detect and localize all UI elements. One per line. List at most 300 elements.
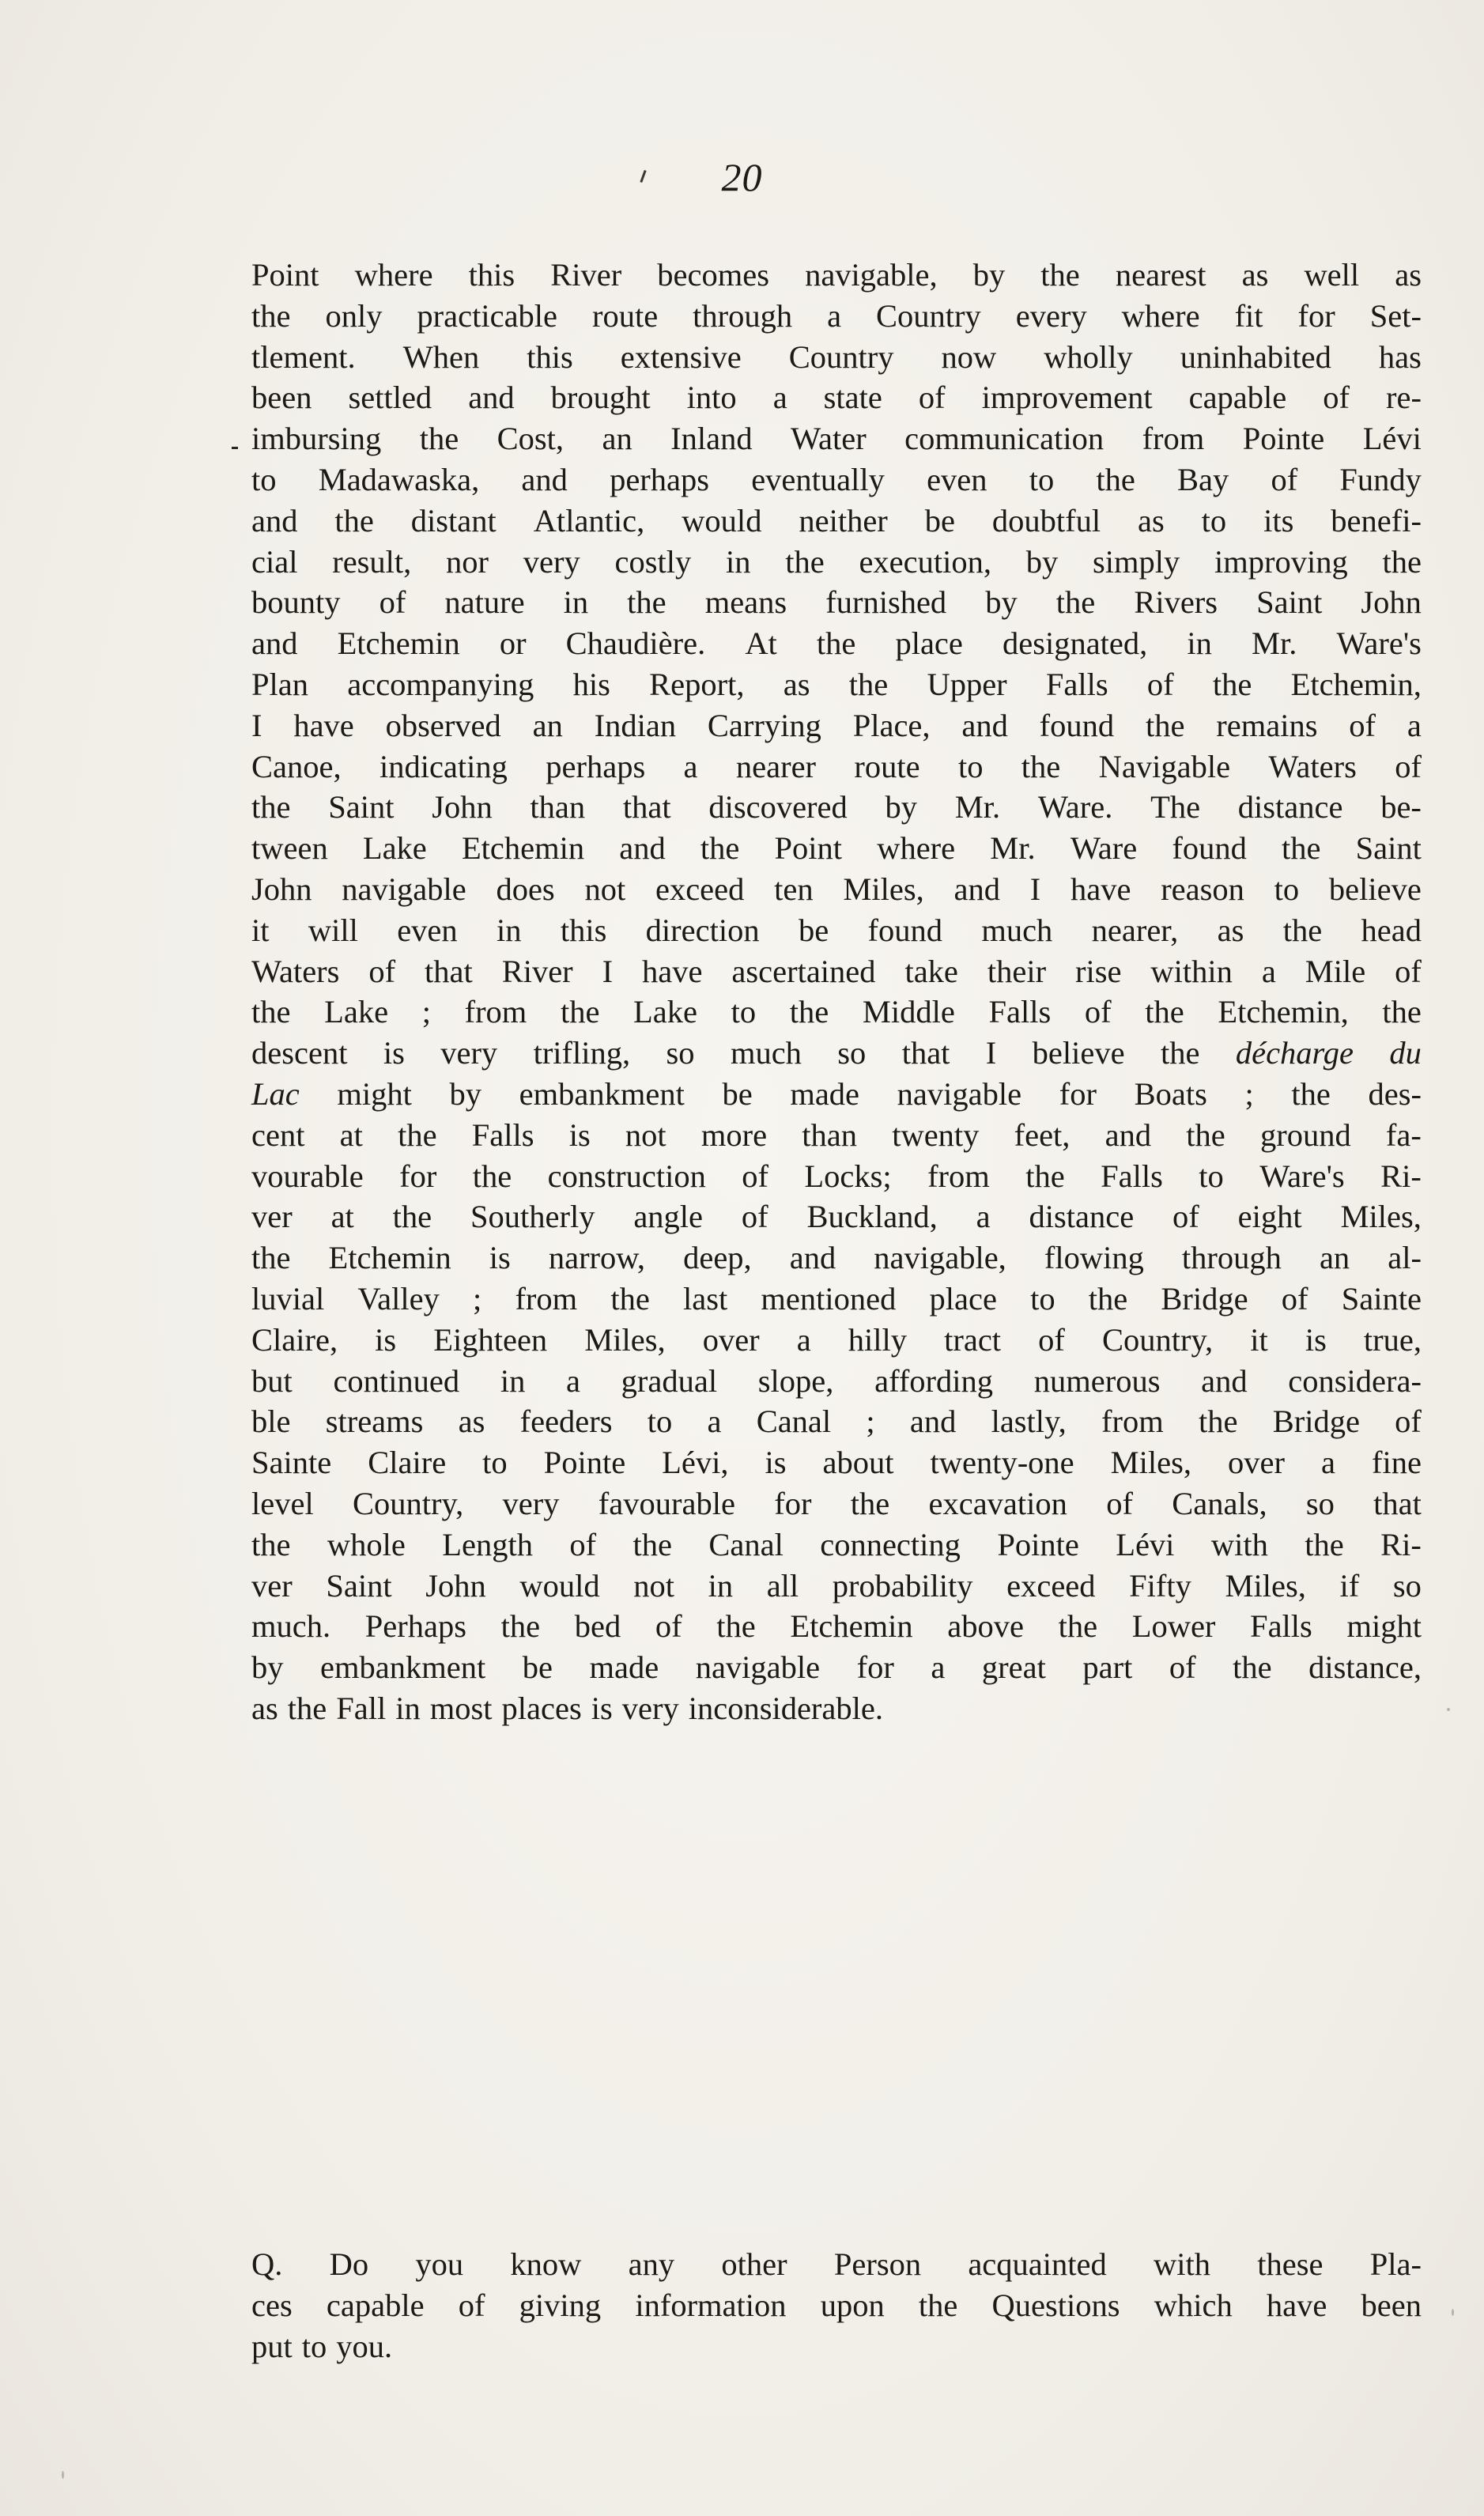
word: the [1291, 1075, 1331, 1112]
word: to [1029, 461, 1055, 497]
word: to [731, 994, 757, 1030]
word: of [368, 953, 396, 989]
text-line [251, 582, 1422, 623]
word: Perhaps [364, 1608, 466, 1645]
word: the [785, 543, 825, 580]
word: navigable [897, 1075, 1022, 1112]
word: Lower [1131, 1608, 1216, 1645]
word: ten [774, 871, 814, 907]
word: the [1055, 584, 1096, 621]
word: of [655, 1608, 682, 1645]
word: over [702, 1321, 760, 1358]
word: whole [327, 1526, 406, 1562]
text-line [251, 337, 1422, 378]
word: where [877, 830, 956, 867]
word: with [1154, 2246, 1211, 2282]
word: du [1389, 1035, 1422, 1071]
word: Pointe [543, 1445, 626, 1481]
word: Fundy [1339, 461, 1422, 497]
word: Mile [1305, 953, 1366, 989]
word: result, [332, 543, 412, 580]
word: nearer, [1091, 912, 1179, 948]
word: the [251, 297, 291, 334]
word: lastly, [991, 1403, 1067, 1440]
word: the [1382, 543, 1422, 580]
word: probability [832, 1567, 973, 1604]
word: ascertained [731, 953, 876, 989]
word: very [502, 1485, 560, 1521]
text-line [251, 1320, 1422, 1361]
word: for [1059, 1075, 1097, 1112]
word: other [721, 2246, 787, 2282]
word: does [496, 871, 555, 907]
word: practicable [417, 297, 558, 334]
text-line [251, 1606, 1422, 1647]
word: Eighteen [433, 1321, 548, 1358]
word: upon [820, 2287, 885, 2323]
word: Canals, [1172, 1485, 1267, 1521]
word: the [1198, 1403, 1238, 1440]
word: of [1146, 666, 1174, 702]
word: a [827, 297, 842, 334]
word: re- [1386, 380, 1422, 416]
word: simply [1092, 543, 1180, 580]
word: as [1138, 502, 1165, 538]
word: costly [614, 543, 692, 580]
word: luvial [251, 1280, 325, 1317]
word: as [1395, 257, 1422, 293]
word: in [563, 584, 589, 621]
word: I [985, 1035, 997, 1071]
word: perhaps [546, 748, 646, 784]
word: continued [333, 1362, 460, 1399]
word: Length [442, 1526, 533, 1562]
text-line [251, 1279, 1422, 1320]
word: the [1088, 1280, 1128, 1317]
word: embankment [320, 1649, 486, 1686]
word: by [449, 1075, 482, 1112]
word: Falls [988, 994, 1052, 1030]
word: John [1361, 584, 1422, 621]
word: of [1038, 1321, 1065, 1358]
word: where [1121, 297, 1200, 334]
text-line [251, 869, 1422, 910]
text-line [251, 255, 1422, 296]
word: gradual [621, 1362, 718, 1399]
word: all [766, 1567, 799, 1604]
word: Etchemin, [1218, 994, 1349, 1030]
word: twenty [892, 1116, 980, 1153]
word: ; [1244, 1075, 1254, 1112]
text-line [251, 992, 1422, 1033]
word: might [1346, 1608, 1422, 1645]
word: narrow, [548, 1240, 646, 1276]
word: for [399, 1158, 437, 1194]
word: the [419, 421, 459, 457]
word: uninhabited [1180, 338, 1331, 375]
text-line [251, 377, 1422, 418]
text-line [251, 1647, 1422, 1688]
word: now [941, 338, 997, 375]
page-number: 20 [721, 155, 763, 199]
word: ; [421, 994, 431, 1030]
word: this [560, 912, 607, 948]
text-line [251, 459, 1422, 501]
word: of [1349, 707, 1376, 743]
word: and [953, 871, 1000, 907]
text-line [251, 1566, 1422, 1607]
word: fa- [1385, 1116, 1422, 1153]
text-line [251, 501, 1422, 542]
word: is [765, 1445, 787, 1481]
word: the [1282, 912, 1323, 948]
word: for [1297, 297, 1335, 334]
word: from [1101, 1403, 1164, 1440]
word: might [337, 1075, 412, 1112]
paper-speck [1452, 2309, 1454, 2316]
word: as [251, 1690, 278, 1726]
word: Lévi, [662, 1445, 729, 1481]
word: Pointe [1242, 421, 1325, 457]
word: nature [444, 584, 525, 621]
word: not [625, 1116, 666, 1153]
word: place [895, 625, 963, 662]
word: Lake [633, 994, 697, 1030]
word: Miles, [1110, 1445, 1192, 1481]
word: and [251, 502, 298, 538]
word: of [1395, 748, 1422, 784]
word: much [981, 912, 1053, 948]
word: a [707, 1403, 722, 1440]
word: Ware's [1336, 625, 1422, 662]
text-line [251, 2326, 1422, 2367]
word: any [628, 2246, 675, 2282]
text-line [251, 1361, 1422, 1402]
word: not [633, 1567, 674, 1604]
word: Saint [326, 1567, 392, 1604]
word: of [379, 584, 406, 621]
word: the [1058, 1608, 1098, 1645]
word: reason [1161, 871, 1244, 907]
word: distance, [1308, 1649, 1422, 1686]
word: but [251, 1362, 293, 1399]
word: very [523, 543, 580, 580]
word: in [725, 543, 751, 580]
word: the [1282, 830, 1321, 867]
word: you. [336, 2328, 393, 2364]
word: ; [473, 1280, 482, 1317]
word: an [602, 421, 632, 457]
word: navigable, [874, 1240, 1006, 1276]
word: nearer [735, 748, 817, 784]
word: décharge [1235, 1035, 1354, 1071]
word: by [985, 584, 1018, 621]
word: even [397, 912, 458, 948]
word: streams [325, 1403, 424, 1440]
word: Carrying [707, 707, 821, 743]
word: Water [791, 421, 867, 457]
word: to [482, 1445, 508, 1481]
text-line [251, 1442, 1422, 1483]
word: ver [251, 1567, 293, 1604]
word: of [1395, 1403, 1422, 1440]
word: John [251, 871, 312, 907]
word: very [440, 1035, 498, 1071]
text-line [251, 705, 1422, 746]
word: that [425, 953, 473, 989]
word: as [458, 1403, 485, 1440]
word: about [822, 1445, 894, 1481]
word: the [1145, 707, 1185, 743]
word: you [415, 2246, 464, 2282]
word: Southerly [470, 1199, 595, 1235]
word: flowing [1044, 1240, 1144, 1276]
word: River [550, 257, 622, 293]
word: designated, [1002, 625, 1148, 662]
word: be [522, 1649, 553, 1686]
word: Bridge [1161, 1280, 1248, 1317]
word: perhaps [610, 461, 710, 497]
word: by [885, 789, 917, 825]
word: is [489, 1240, 511, 1276]
word: inconsiderable. [688, 1690, 884, 1726]
word: indicating [379, 748, 508, 784]
word: excavation [928, 1485, 1067, 1521]
word: the [1040, 257, 1080, 293]
word: of [458, 2287, 485, 2323]
word: Sainte [251, 1445, 332, 1481]
word: from [927, 1158, 990, 1194]
word: connecting [820, 1526, 961, 1562]
word: and [909, 1403, 957, 1440]
text-line [251, 828, 1422, 869]
text-line [251, 1483, 1422, 1524]
text-line [251, 1196, 1422, 1237]
word: within [1150, 953, 1233, 989]
word: neither [799, 502, 888, 538]
word: means [704, 584, 787, 621]
word: in [1187, 625, 1212, 662]
word: Saint [1355, 830, 1422, 867]
word: not [584, 871, 626, 907]
word: well [1304, 257, 1360, 293]
word: above [947, 1608, 1024, 1645]
word: the [632, 1526, 672, 1562]
word: Falls [1101, 1158, 1163, 1194]
word: hilly [848, 1321, 908, 1358]
word: a [1320, 1445, 1335, 1481]
word: state [823, 380, 882, 416]
word: true, [1363, 1321, 1422, 1358]
word: Miles, [1340, 1199, 1422, 1235]
word: that [1373, 1485, 1422, 1521]
word: navigable [695, 1649, 821, 1686]
word: distance [1029, 1199, 1135, 1235]
word: would [682, 502, 762, 538]
word: Fifty [1129, 1567, 1191, 1604]
word: exceed [1006, 1567, 1096, 1604]
word: fine [1371, 1445, 1422, 1481]
word: the [700, 830, 740, 867]
word: from [1142, 421, 1205, 457]
word: Bay [1177, 461, 1229, 497]
word: the [560, 994, 600, 1030]
word: in [708, 1567, 734, 1604]
word: and [1105, 1116, 1152, 1153]
word: of [1169, 1649, 1196, 1686]
word: the [1382, 994, 1422, 1030]
word: fit [1234, 297, 1263, 334]
word: so [1392, 1567, 1422, 1604]
word: giving [519, 2287, 602, 2323]
word: cial [251, 543, 298, 580]
word: remains [1216, 707, 1318, 743]
word: Ware. [1037, 789, 1113, 825]
word: great [981, 1649, 1046, 1686]
word: very [621, 1690, 679, 1726]
word: Lévi [1362, 421, 1422, 457]
word: Upper [927, 666, 1007, 702]
word: the [500, 1608, 541, 1645]
word: Lac [251, 1075, 300, 1112]
word: eventually [751, 461, 885, 497]
word: know [510, 2246, 582, 2282]
word: eight [1237, 1199, 1302, 1235]
word: the [850, 1485, 890, 1521]
word: by [1025, 543, 1059, 580]
word: execution, [859, 543, 991, 580]
word: Saint [1256, 584, 1323, 621]
word: navigable [342, 871, 466, 907]
text-line [251, 1401, 1422, 1442]
word: Country, [1101, 1321, 1214, 1358]
word: an [1319, 1240, 1350, 1276]
word: have [1266, 2287, 1327, 2323]
word: it [1250, 1321, 1268, 1358]
word: and [789, 1240, 836, 1276]
word: tween [251, 830, 328, 867]
word: made [790, 1075, 860, 1112]
word: which [1154, 2287, 1233, 2323]
word: considera- [1288, 1362, 1422, 1399]
word: tract [944, 1321, 1002, 1358]
word: Bridge [1272, 1403, 1360, 1440]
word: the [1145, 994, 1184, 1030]
word: Country [788, 338, 894, 375]
word: Canal [708, 1526, 784, 1562]
word: Indian [594, 707, 677, 743]
word: of [569, 1526, 597, 1562]
word: a [1407, 707, 1422, 743]
word: At [745, 625, 777, 662]
text-line [251, 910, 1422, 951]
text-line [251, 542, 1422, 583]
word: as [783, 666, 810, 702]
word: by [972, 257, 1006, 293]
word: settled [348, 380, 432, 416]
word: most [429, 1690, 493, 1726]
word: and [251, 625, 298, 662]
text-line [251, 1033, 1422, 1074]
word: Etchemin [461, 830, 585, 867]
word: in [500, 1362, 526, 1399]
word: Etchemin [337, 625, 460, 662]
word: accompanying [347, 666, 534, 702]
word: nor [446, 543, 489, 580]
word: would [519, 1567, 600, 1604]
word: this [468, 257, 515, 293]
word: a [796, 1321, 811, 1358]
word: trifling, [533, 1035, 631, 1071]
word: to [957, 748, 984, 784]
word: Q. [251, 2246, 283, 2282]
word: places [501, 1690, 582, 1726]
word: River [501, 953, 573, 989]
text-line [251, 2244, 1422, 2285]
word: distant [410, 502, 497, 538]
word: of [1106, 1485, 1133, 1521]
word: with [1210, 1526, 1268, 1562]
word: to [1201, 502, 1227, 538]
word: I [602, 953, 614, 989]
word: ground [1259, 1116, 1351, 1153]
word: is [591, 1690, 613, 1726]
word: Claire, [251, 1321, 338, 1358]
word: feet, [1014, 1116, 1071, 1153]
word: Country, [353, 1485, 464, 1521]
word: improvement [981, 380, 1153, 416]
word: to [301, 2328, 327, 2364]
word: John [432, 789, 493, 825]
word: so [837, 1035, 867, 1071]
word: Mr. [954, 789, 1001, 825]
word: Mr. [990, 830, 1036, 867]
word: descent [251, 1035, 348, 1071]
word: the [251, 1240, 291, 1276]
text-line [251, 1074, 1422, 1115]
word: Miles, [584, 1321, 666, 1358]
word: benefi- [1331, 502, 1422, 538]
word: capable [1188, 380, 1287, 416]
word: be [798, 912, 829, 948]
word: for [856, 1649, 894, 1686]
word: Rivers [1134, 584, 1218, 621]
text-line [251, 746, 1422, 788]
word: Falls [1045, 666, 1108, 702]
word: bounty [251, 584, 341, 621]
word: Miles, [1225, 1567, 1306, 1604]
word: a [772, 380, 787, 416]
word: Sainte [1341, 1280, 1422, 1317]
word: Ware's [1259, 1158, 1345, 1194]
word: that [622, 789, 671, 825]
word: numerous [1033, 1362, 1161, 1399]
word: Boats [1134, 1075, 1207, 1112]
word: a [683, 748, 698, 784]
word: Falls [471, 1116, 534, 1153]
text-line [251, 664, 1422, 705]
word: part [1082, 1649, 1133, 1686]
word: of [741, 1199, 768, 1235]
word: been [1361, 2287, 1422, 2323]
word: the [334, 502, 374, 538]
word: deep, [683, 1240, 752, 1276]
word: to [251, 461, 277, 497]
word: an [532, 707, 563, 743]
word: this [527, 338, 573, 375]
word: Lévi [1116, 1526, 1175, 1562]
word: through [1181, 1240, 1282, 1276]
